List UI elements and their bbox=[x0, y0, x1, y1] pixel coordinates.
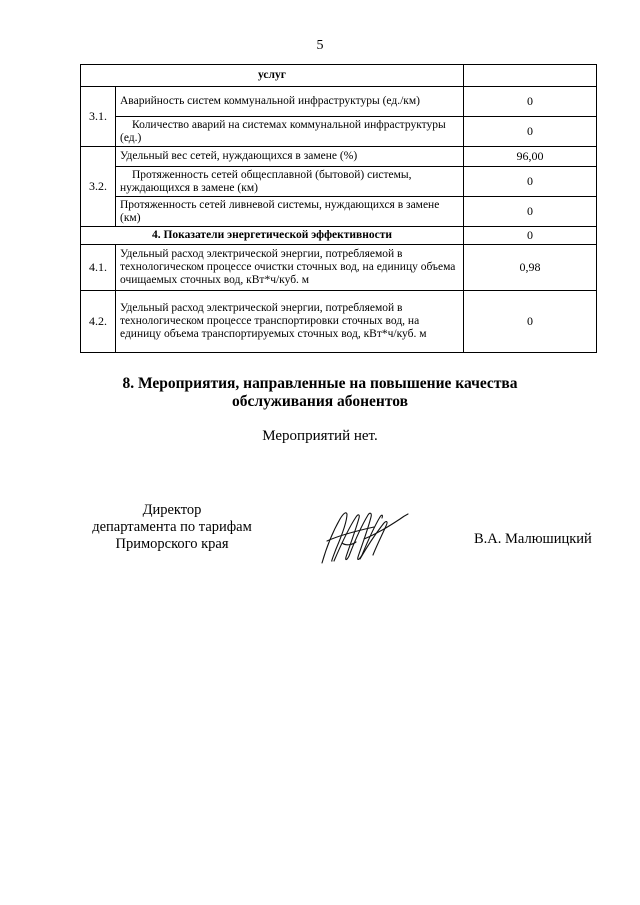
row-value: 0 bbox=[464, 291, 597, 353]
signatory-name: В.А. Малюшицкий bbox=[474, 531, 592, 547]
table-row bbox=[81, 117, 597, 147]
row-value: 0 bbox=[464, 87, 597, 117]
section-heading bbox=[0, 375, 640, 411]
table-row bbox=[81, 147, 597, 167]
table-row bbox=[81, 87, 597, 117]
signatory-title-line: департамента по тарифам bbox=[92, 519, 252, 535]
signatory-title bbox=[72, 502, 272, 553]
row-description: Удельный вес сетей, нуждающихся в замене (%) bbox=[116, 147, 464, 167]
row-number: 4.2. bbox=[81, 291, 116, 353]
table-header-cell: услуг bbox=[81, 65, 464, 87]
handwritten-signature bbox=[316, 505, 411, 567]
indicators-table bbox=[80, 64, 597, 353]
row-number: 3.1. bbox=[81, 87, 116, 147]
row-number: 3.2. bbox=[81, 147, 116, 227]
table-row bbox=[81, 197, 597, 227]
table-row bbox=[81, 65, 597, 87]
row-value: 96,00 bbox=[464, 147, 597, 167]
row-value: 0 bbox=[464, 167, 597, 197]
row-description: Аварийность систем коммунальной инфраструктуры (ед./км) bbox=[116, 87, 464, 117]
section-heading-line: 8. Мероприятия, направленные на повышение качества bbox=[122, 375, 518, 392]
row-value: 0 bbox=[464, 197, 597, 227]
section-title: 4. Показатели энергетической эффективности bbox=[81, 227, 464, 245]
table-header-value-cell bbox=[464, 65, 597, 87]
row-description: Протяженность сетей общесплавной (бытовой) системы, нуждающихся в замене (км) bbox=[116, 167, 464, 197]
row-description: Количество аварий на системах коммунальной инфраструктуры (ед.) bbox=[116, 117, 464, 147]
row-description: Протяженность сетей ливневой системы, нуждающихся в замене (км) bbox=[116, 197, 464, 227]
signatory-title-line: Приморского края bbox=[115, 536, 229, 552]
page-number: 5 bbox=[316, 38, 324, 53]
section-text: Мероприятий нет. bbox=[262, 428, 378, 444]
row-value: 0,98 bbox=[464, 245, 597, 291]
table-row bbox=[81, 167, 597, 197]
table-row bbox=[81, 291, 597, 353]
row-value: 0 bbox=[464, 117, 597, 147]
row-number: 4.1. bbox=[81, 245, 116, 291]
table-row bbox=[81, 245, 597, 291]
row-description: Удельный расход электрической энергии, потребляемой в технологическом процессе транспортировки сточных вод, на единицу объема транспортируемых сточных вод, кВт*ч/куб. м bbox=[116, 291, 464, 353]
row-value: 0 bbox=[464, 227, 597, 245]
section-heading-line: обслуживания абонентов bbox=[232, 393, 408, 410]
table-row bbox=[81, 227, 597, 245]
row-description: Удельный расход электрической энергии, потребляемой в технологическом процессе очистки сточных вод, на единицу объема очищаемых сточных вод, кВт*ч/куб. м bbox=[116, 245, 464, 291]
signatory-title-line: Директор bbox=[142, 502, 202, 518]
